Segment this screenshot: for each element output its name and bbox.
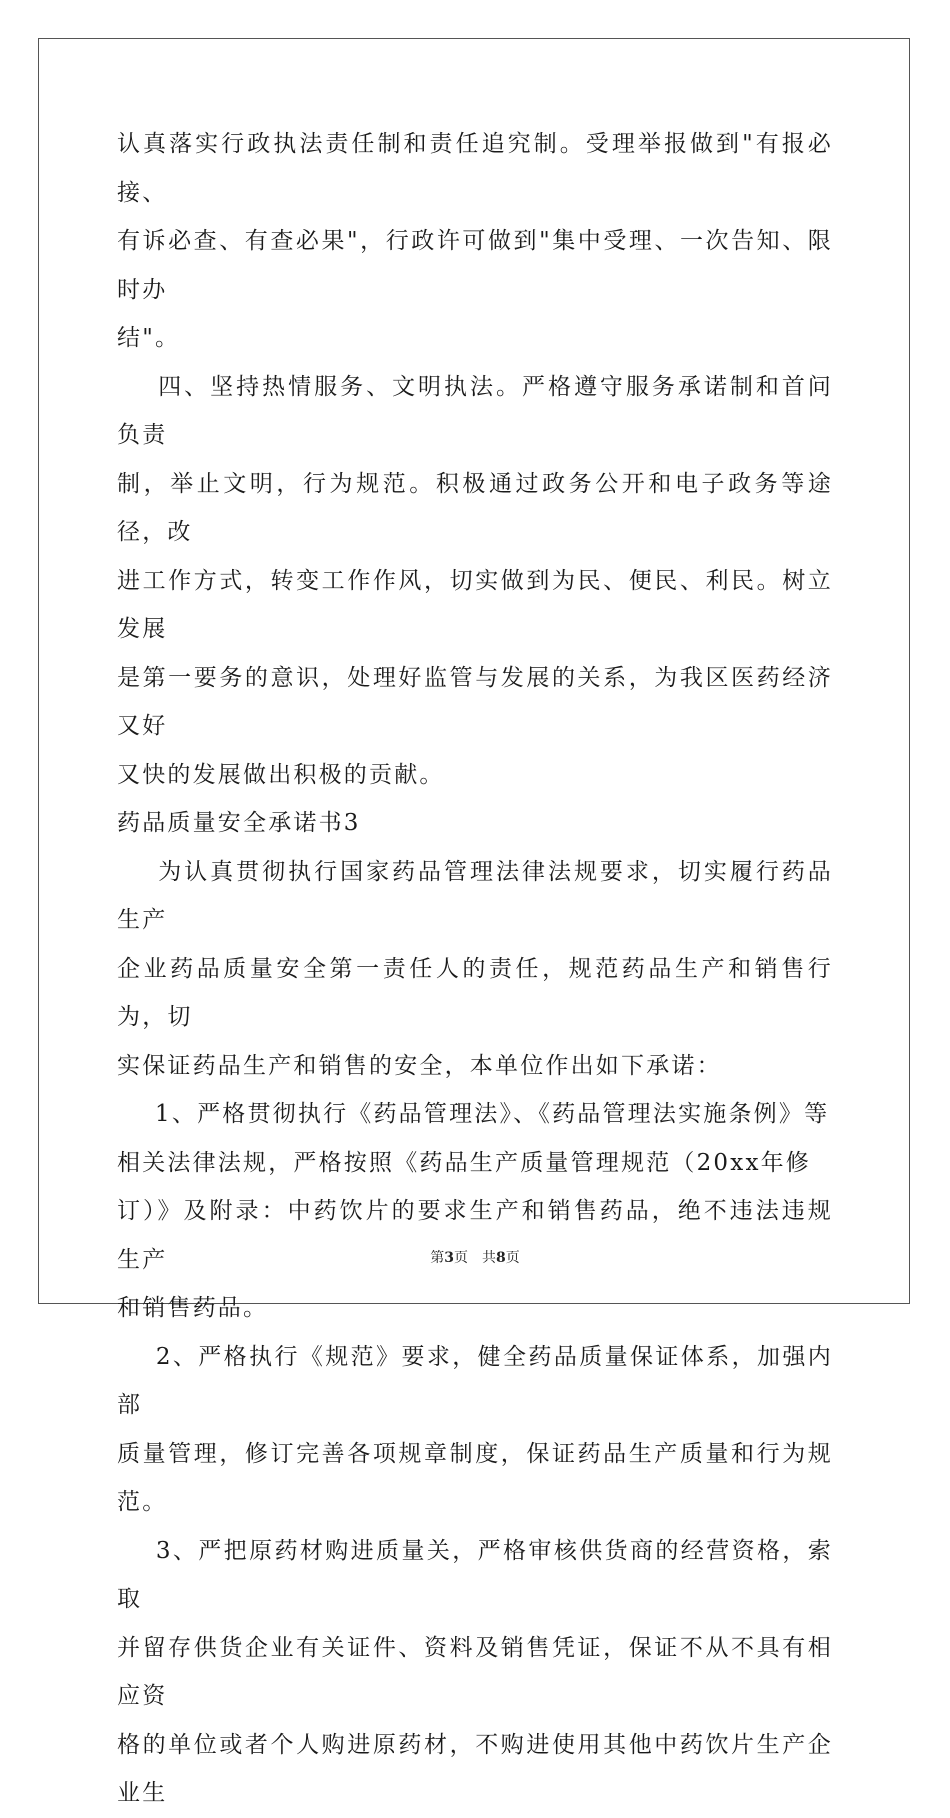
text-line: 1、严格贯彻执行《药品管理法》、《药品管理法实施条例》等 — [117, 1101, 830, 1127]
document-body — [117, 120, 833, 1818]
text-line: 是第一要务的意识，处理好监管与发展的关系，为我区医药经济又好 — [117, 664, 833, 739]
text-line: 四、坚持热情服务、文明执法。严格遵守服务承诺制和首问负责 — [117, 373, 833, 448]
footer-prefix: 第 — [430, 1250, 445, 1266]
text-line: 和销售药品。 — [117, 1295, 269, 1321]
text-line: 3、严把原药材购进质量关，严格审核供货商的经营资格，索取 — [117, 1537, 833, 1612]
footer-suffix: 页 — [505, 1250, 520, 1266]
text-line: 有诉必查、有查必果"，行政许可做到"集中受理、一次告知、限时办 — [117, 228, 833, 303]
text-line: 企业药品质量安全第一责任人的责任，规范药品生产和销售行为，切 — [117, 955, 833, 1030]
text-line: 格的单位或者个人购进原药材，不购进使用其他中药饮片生产企业生 — [117, 1731, 833, 1806]
text-line: 质量管理，修订完善各项规章制度，保证药品生产质量和行为规范。 — [117, 1440, 833, 1515]
text-line: 2、严格执行《规范》要求，健全药品质量保证体系，加强内部 — [117, 1343, 833, 1418]
text-line: 进工作方式，转变工作作风，切实做到为民、便民、利民。树立发展 — [117, 567, 833, 642]
text-line: 订）》及附录：中药饮片的要求生产和销售药品，绝不违法违规生产 — [117, 1198, 833, 1273]
page-footer — [0, 1247, 950, 1267]
text-line: 实保证药品生产和销售的安全，本单位作出如下承诺： — [117, 1052, 722, 1079]
text-line: 认真落实行政执法责任制和责任追究制。受理举报做到"有报必接、 — [117, 131, 833, 206]
current-page-number: 3 — [444, 1250, 454, 1266]
text-line: 结"。 — [117, 325, 181, 351]
text-line: 相关法律法规，严格按照《药品生产质量管理规范（20xx年修 — [117, 1149, 812, 1176]
section-heading: 药品质量安全承诺书3 — [117, 810, 361, 836]
footer-mid: 页 共 — [454, 1250, 496, 1266]
text-line: 并留存供货企业有关证件、资料及销售凭证，保证不从不具有相应资 — [117, 1634, 833, 1709]
text-line: 制，举止文明，行为规范。积极通过政务公开和电子政务等途径，改 — [117, 470, 833, 545]
text-line: 为认真贯彻执行国家药品管理法律法规要求，切实履行药品生产 — [117, 858, 833, 933]
text-line: 又快的发展做出积极的贡献。 — [117, 761, 445, 788]
total-page-number: 8 — [496, 1250, 506, 1266]
